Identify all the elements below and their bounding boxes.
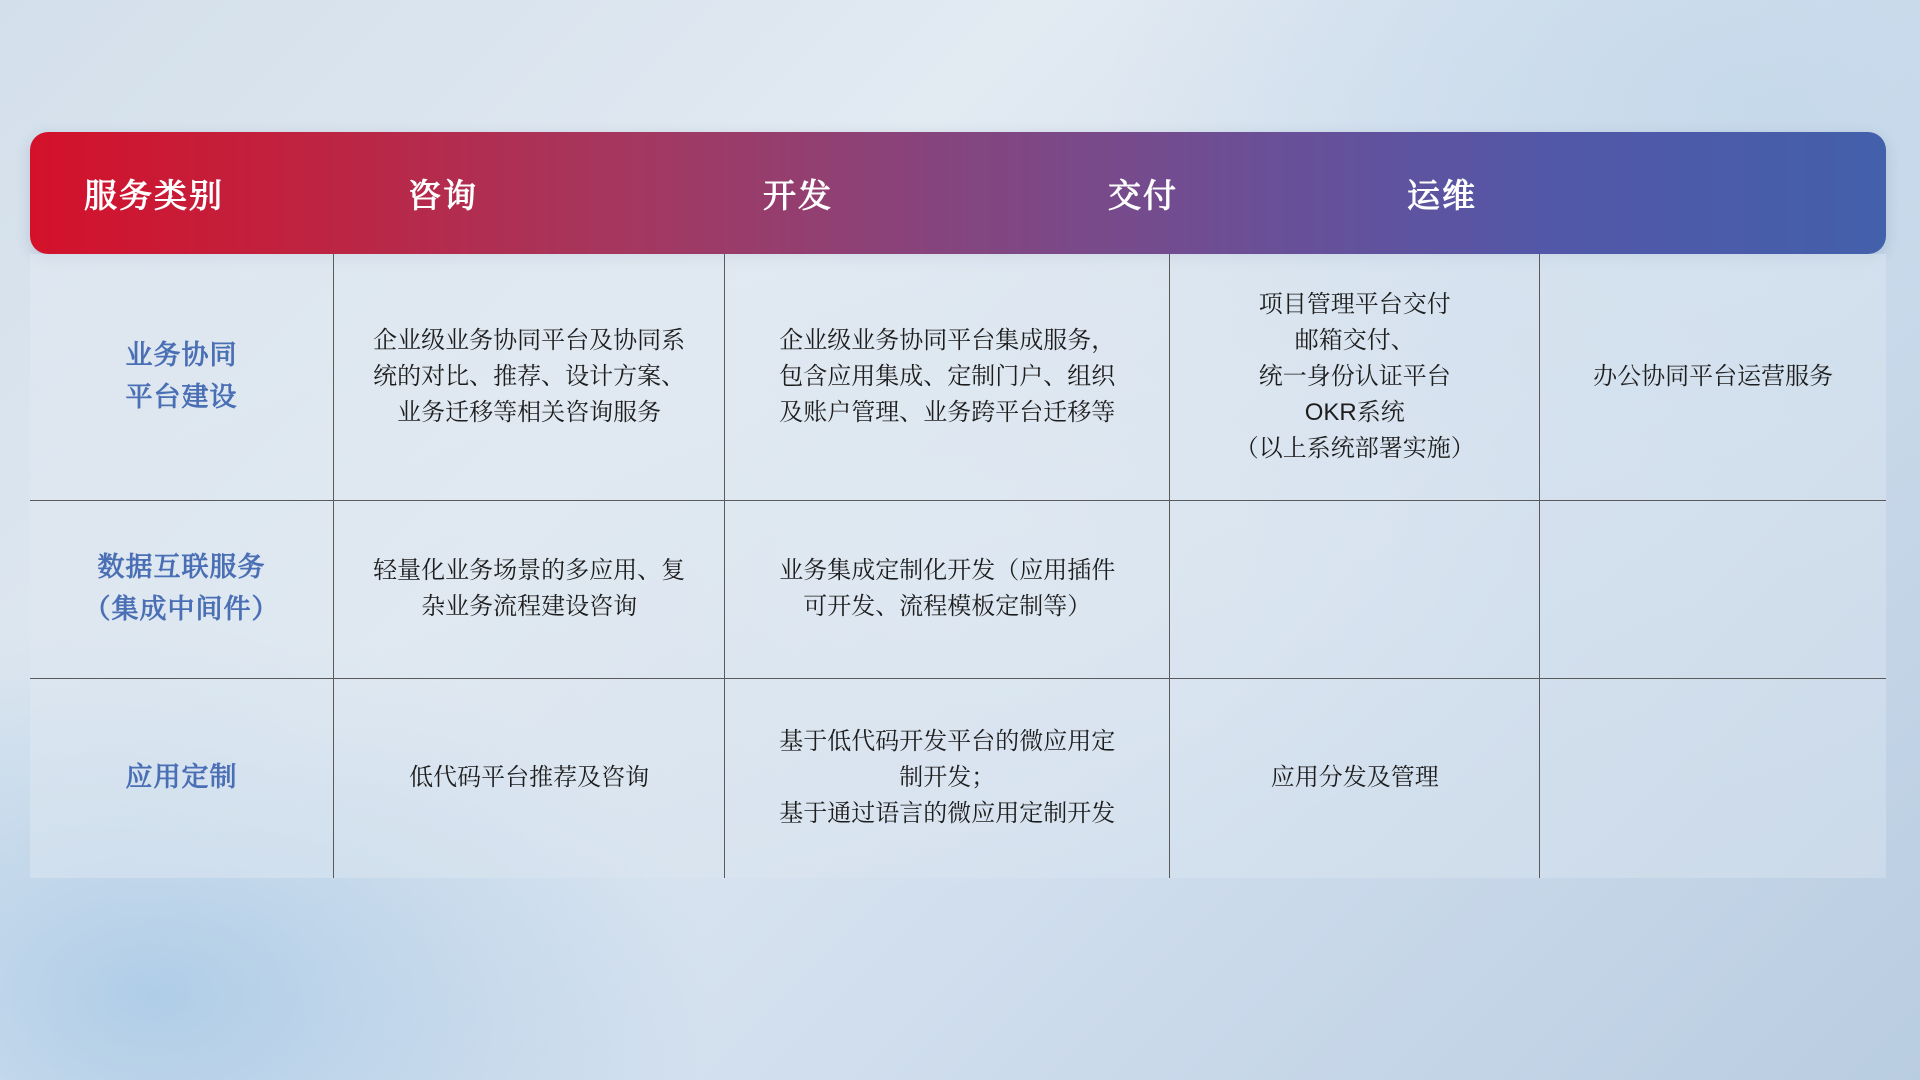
table-row: [30, 678, 1886, 878]
table-row: [30, 500, 1886, 678]
cell-delivery-1: [1170, 254, 1540, 500]
service-matrix-table: [30, 132, 1886, 878]
row-category-3: [30, 678, 333, 878]
table-body: [30, 254, 1886, 878]
row-category-line: 应用定制: [125, 762, 238, 793]
cell-line: 基于通过语言的微应用定制开发: [779, 800, 1116, 828]
cell-line: 业务集成定制化开发（应用插件: [779, 557, 1116, 584]
header-cell-delivery: 交付: [1108, 176, 1178, 214]
cell-line: 统一身份认证平台: [1258, 362, 1451, 390]
cell-line: 可开发、流程模板定制等）: [803, 593, 1092, 620]
cell-development-3: [725, 678, 1170, 878]
row-category-line: 数据互联服务: [97, 552, 266, 583]
cell-line: 办公协同平台运营服务: [1593, 362, 1834, 390]
header-cell-development: 开发: [763, 176, 833, 214]
cell-delivery-3: [1170, 678, 1540, 878]
row-category-line: （集成中间件）: [83, 594, 280, 624]
cell-development-2: [725, 500, 1170, 678]
table-header-row: [30, 132, 1886, 254]
cell-line: 轻量化业务场景的多应用、复: [373, 557, 686, 584]
row-category-2: [30, 500, 333, 678]
cell-line: 邮箱交付、: [1294, 326, 1415, 354]
cell-operations-3: [1540, 678, 1886, 878]
cell-line: （以上系统部署实施）: [1234, 434, 1475, 462]
row-category-line: 平台建设: [125, 381, 238, 412]
cell-consulting-2: [333, 500, 724, 678]
cell-line: 及账户管理、业务跨平台迁移等: [779, 398, 1116, 426]
cell-line: 包含应用集成、定制门户、组织: [779, 362, 1116, 390]
row-category-1: [30, 254, 333, 500]
cell-consulting-3: [333, 678, 724, 878]
cell-line: 杂业务流程建设咨询: [421, 593, 638, 620]
cell-development-1: [725, 254, 1170, 500]
header-cell-category: 服务类别: [84, 176, 224, 214]
cell-line: 企业级业务协同平台集成服务，: [779, 326, 1116, 354]
cell-line: 基于低代码开发平台的微应用定: [779, 728, 1116, 756]
cell-line: 统的对比、推荐、设计方案、: [373, 362, 686, 390]
row-category-line: 业务协同: [125, 339, 238, 370]
cell-delivery-2: [1170, 500, 1540, 678]
cell-line: 项目管理平台交付: [1258, 290, 1451, 318]
cell-line: 低代码平台推荐及咨询: [409, 764, 650, 792]
cell-line: OKR系统: [1304, 398, 1405, 426]
header-cell-consulting: 咨询: [408, 176, 478, 214]
cell-line: 业务迁移等相关咨询服务: [397, 398, 662, 426]
cell-operations-2: [1540, 500, 1886, 678]
cell-line: 企业级业务协同平台及协同系: [373, 326, 686, 354]
cell-line: 制开发；: [899, 764, 996, 792]
table-row: [30, 254, 1886, 500]
cell-operations-1: [1540, 254, 1886, 500]
cell-line: 应用分发及管理: [1270, 764, 1439, 792]
cell-consulting-1: [333, 254, 724, 500]
header-cell-operations: 运维: [1407, 176, 1477, 214]
